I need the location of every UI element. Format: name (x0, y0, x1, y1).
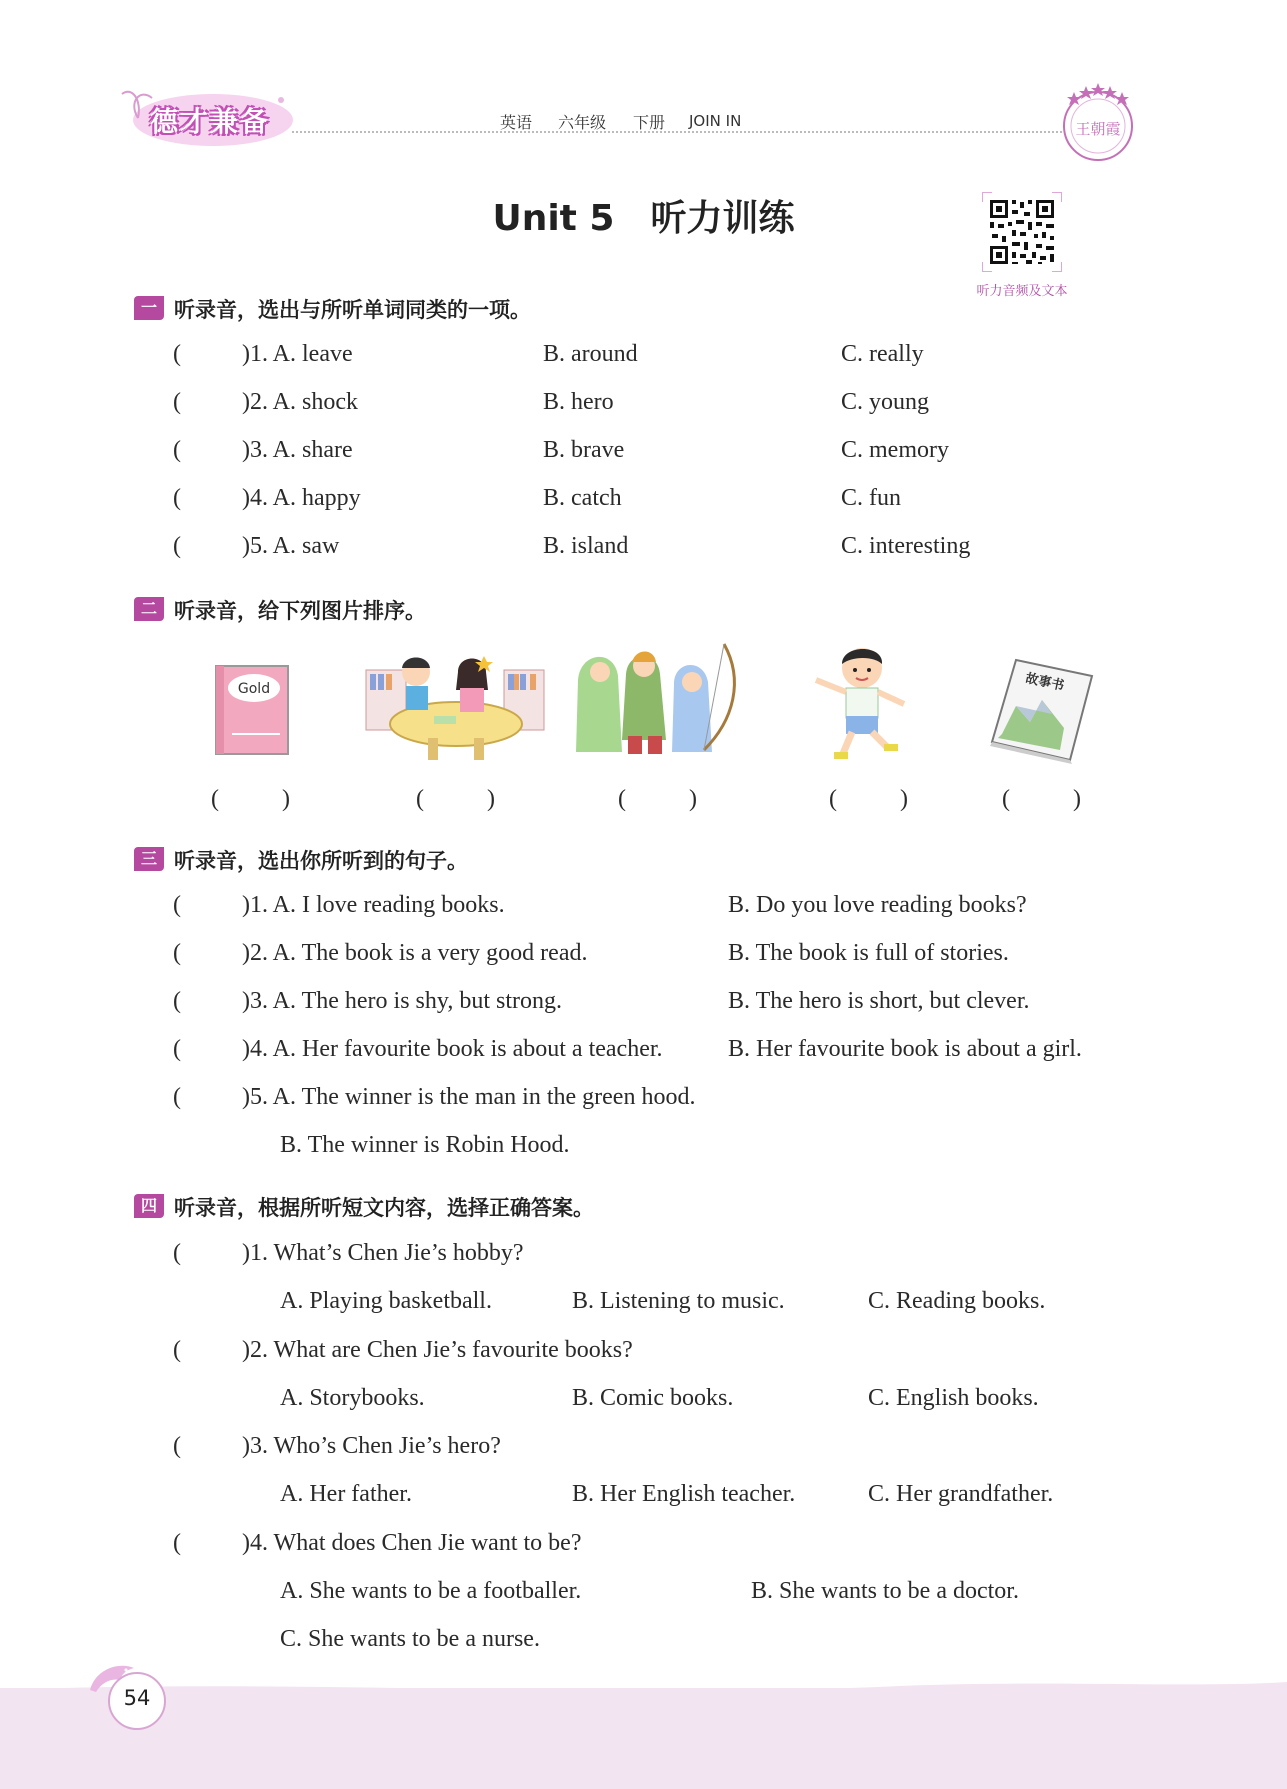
section-1-badge: 一 (134, 296, 164, 320)
qr-caption: 听力音频及文本 (976, 284, 1068, 299)
answer-option-c: C. Reading books. (868, 1288, 1046, 1314)
order-blank-close: ) (689, 786, 697, 812)
section-1-title: 听录音，选出与所听单词同类的一项。 (174, 298, 531, 322)
answer-blank-open[interactable]: ( (173, 1240, 181, 1266)
page-title (0, 190, 1287, 241)
answer-blank-open[interactable]: ( (173, 1433, 181, 1459)
answer-option-c: C. English books. (868, 1385, 1039, 1411)
answer-option-a: A. Her father. (280, 1481, 412, 1507)
answer-blank-open[interactable]: ( (173, 940, 181, 966)
robin-hood-picture (574, 640, 746, 758)
answer-option-b: B. Comic books. (572, 1385, 734, 1411)
answer-blank-open[interactable]: ( (173, 341, 181, 367)
order-blank-open[interactable]: ( (1002, 786, 1010, 812)
order-blank-close: ) (1073, 786, 1081, 812)
section-4-badge: 四 (134, 1194, 164, 1218)
section-2-badge: 二 (134, 597, 164, 621)
order-blank-close: ) (900, 786, 908, 812)
sentence-option-a: )1. A. I love reading books. (242, 892, 505, 918)
option-c: C. young (841, 389, 930, 415)
answer-blank-open[interactable]: ( (173, 485, 181, 511)
answer-option-a: A. Storybooks. (280, 1385, 425, 1411)
jumping-boy-picture (808, 644, 912, 764)
sentence-option-a: )5. A. The winner is the man in the green hood. (242, 1084, 696, 1110)
question-text: )2. What are Chen Jie’s favourite books? (242, 1337, 633, 1363)
answer-blank-open[interactable]: ( (173, 1084, 181, 1110)
sentence-option-a: )3. A. The hero is shy, but strong. (242, 988, 562, 1014)
sentence-option-b: B. The winner is Robin Hood. (280, 1132, 570, 1158)
answer-option-a: A. She wants to be a footballer. (280, 1578, 582, 1604)
header-subject: 英语 (500, 113, 533, 132)
question-text: )4. What does Chen Jie want to be? (242, 1530, 582, 1556)
order-blank-open[interactable]: ( (211, 786, 219, 812)
option-c: C. memory (841, 437, 949, 463)
unit-label: Unit 5 (492, 198, 615, 239)
sentence-option-a: )4. A. Her favourite book is about a teacher. (242, 1036, 663, 1062)
question-text: )3. Who’s Chen Jie’s hero? (242, 1433, 501, 1459)
option-a: )2. A. shock (242, 389, 358, 415)
header-divider (292, 131, 1062, 133)
option-b: B. brave (543, 437, 625, 463)
section-3-badge: 三 (134, 847, 164, 871)
answer-blank-open[interactable]: ( (173, 389, 181, 415)
logo-text: 德才兼备 (150, 105, 271, 138)
section-4-title: 听录音，根据所听短文内容，选择正确答案。 (174, 1196, 594, 1220)
answer-option-c: C. She wants to be a nurse. (280, 1626, 540, 1652)
sentence-option-b: B. The book is full of stories. (728, 940, 1009, 966)
footer-wave (0, 1668, 1287, 1708)
question-text: )1. What’s Chen Jie’s hobby? (242, 1240, 524, 1266)
option-b: B. catch (543, 485, 622, 511)
sentence-option-b: B. Do you love reading books? (728, 892, 1027, 918)
option-a: )4. A. happy (242, 485, 361, 511)
gold-book-picture (210, 662, 292, 758)
option-b: B. around (543, 341, 638, 367)
section-3-title: 听录音，选出你所听到的句子。 (174, 849, 468, 873)
answer-option-a: A. Playing basketball. (280, 1288, 492, 1314)
order-blank-open[interactable]: ( (829, 786, 837, 812)
option-b: B. hero (543, 389, 614, 415)
option-a: )5. A. saw (242, 533, 340, 559)
answer-blank-open[interactable]: ( (173, 437, 181, 463)
order-blank-open[interactable]: ( (618, 786, 626, 812)
option-a: )3. A. share (242, 437, 353, 463)
answer-option-b: B. She wants to be a doctor. (751, 1578, 1019, 1604)
answer-blank-open[interactable]: ( (173, 988, 181, 1014)
gold-book-label: Gold (237, 681, 271, 697)
seal-icon (1058, 76, 1138, 166)
seal-text: 王朝霞 (1075, 120, 1121, 138)
answer-blank-open[interactable]: ( (173, 1337, 181, 1363)
option-c: C. interesting (841, 533, 971, 559)
sentence-option-b: B. Her favourite book is about a girl. (728, 1036, 1082, 1062)
option-c: C. fun (841, 485, 901, 511)
answer-blank-open[interactable]: ( (173, 1530, 181, 1556)
header-volume: 下册 (633, 113, 666, 132)
order-blank-open[interactable]: ( (416, 786, 424, 812)
answer-blank-open[interactable]: ( (173, 892, 181, 918)
children-reading-picture (364, 646, 546, 762)
answer-option-c: C. Her grandfather. (868, 1481, 1054, 1507)
answer-option-b: B. Her English teacher. (572, 1481, 796, 1507)
option-c: C. really (841, 341, 924, 367)
storybook-picture (986, 656, 1096, 764)
header-edition: JOIN IN (689, 112, 742, 130)
storybook-label: 故事书 (1024, 671, 1066, 694)
order-blank-close: ) (282, 786, 290, 812)
sentence-option-a: )2. A. The book is a very good read. (242, 940, 588, 966)
header-grade: 六年级 (558, 113, 607, 132)
option-b: B. island (543, 533, 629, 559)
qr-code-icon[interactable] (982, 192, 1062, 272)
answer-option-b: B. Listening to music. (572, 1288, 785, 1314)
section-2-title: 听录音，给下列图片排序。 (174, 599, 426, 623)
answer-blank-open[interactable]: ( (173, 1036, 181, 1062)
option-a: )1. A. leave (242, 341, 353, 367)
unit-topic: 听力训练 (650, 198, 795, 239)
sentence-option-b: B. The hero is short, but clever. (728, 988, 1030, 1014)
answer-blank-open[interactable]: ( (173, 533, 181, 559)
page-number: 54 (123, 1686, 151, 1710)
order-blank-close: ) (487, 786, 495, 812)
